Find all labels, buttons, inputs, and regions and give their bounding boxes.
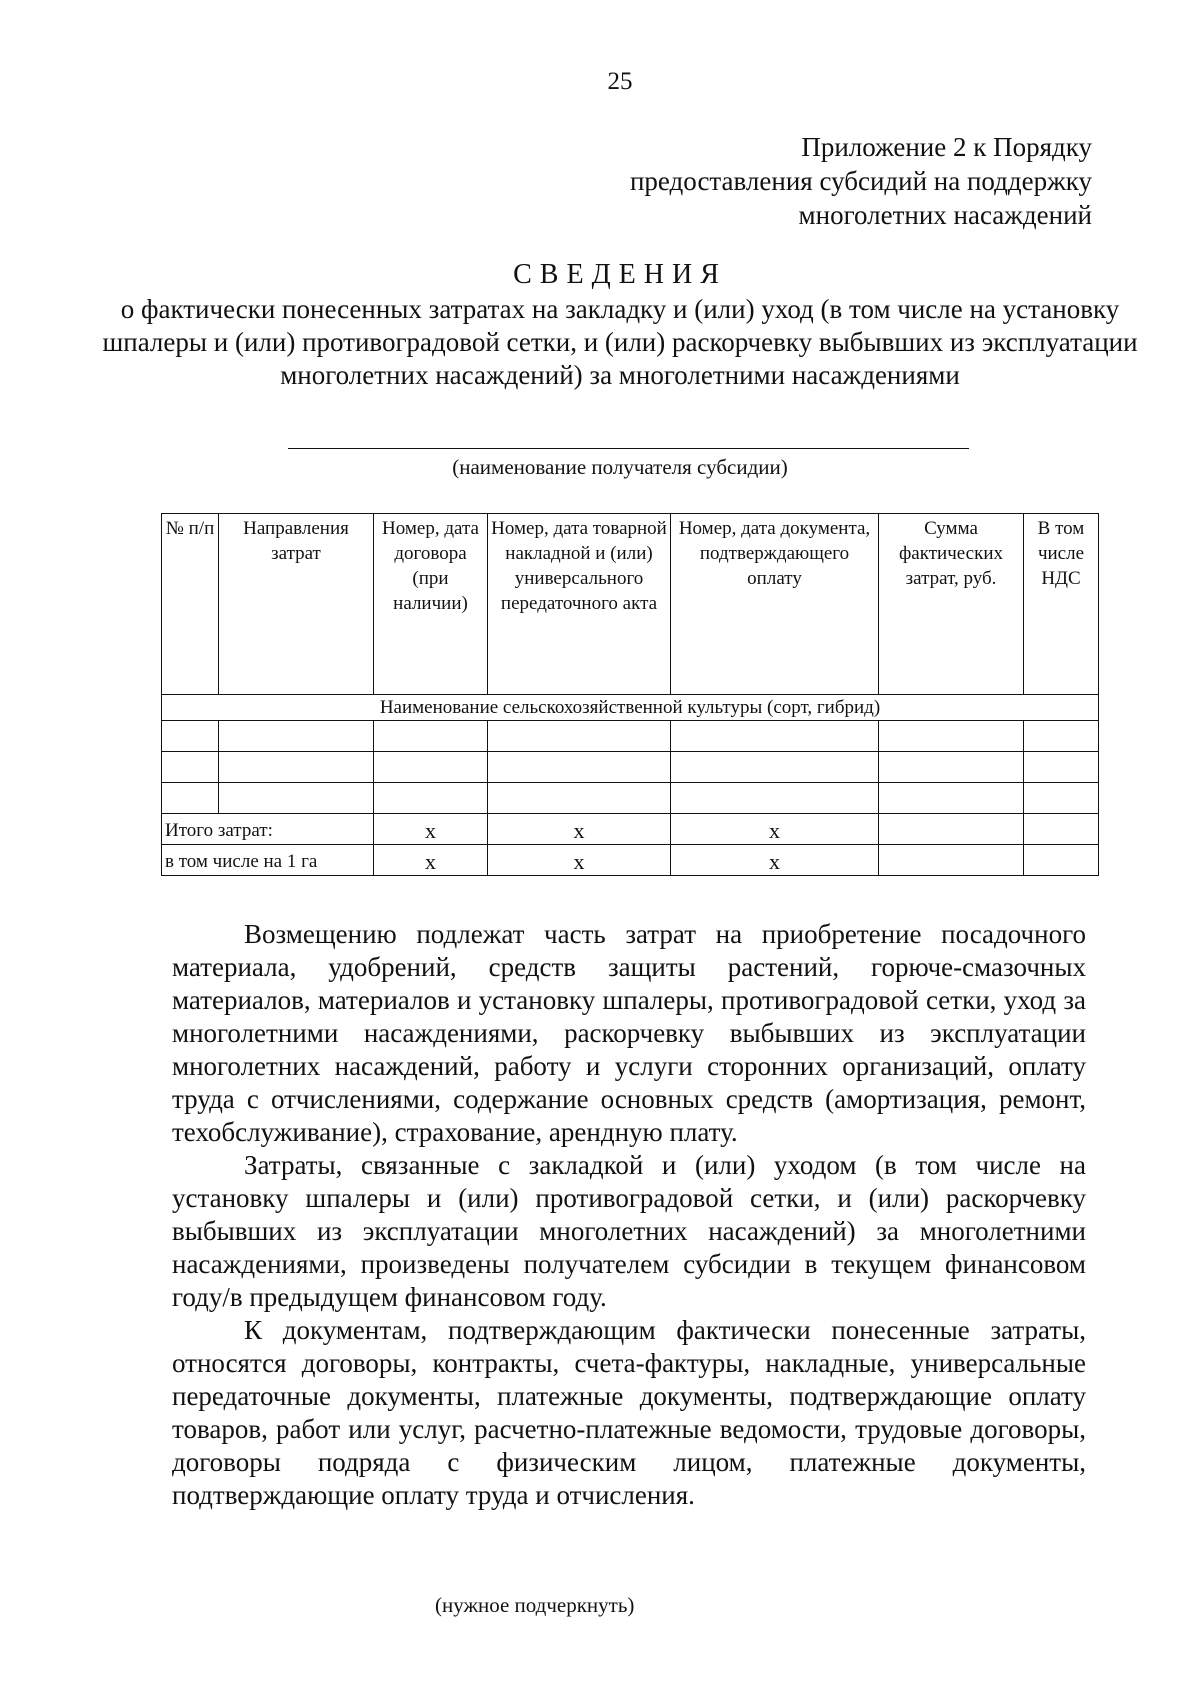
cross-mark: x <box>671 845 879 876</box>
recipient-caption: (наименование получателя субсидии) <box>452 455 788 479</box>
per-ha-label: в том числе на 1 га <box>162 845 374 876</box>
appendix-line-3: многолетних насаждений <box>798 200 1092 230</box>
table-cell[interactable] <box>219 721 374 752</box>
table-header-row <box>162 514 1099 695</box>
header-cell-payment-doc: Номер, дата документа, подтверждающего оплату <box>671 514 879 695</box>
paragraph-documents: К документам, подтверждающим фактически понесенные затраты, относятся договоры, контракты, счета-фактуры, накладные, универсальные передаточные документы, платежные документы, подтверждающие оплату товаров, работ или услуг, расчетно-платежные ведомости, трудовые договоры, договоры подряда с физическим лицом, платежные документы, подтверждающие оплату труда и отчисления. <box>172 1315 1086 1510</box>
header-cell-directions: Направления затрат <box>219 514 374 695</box>
costs-table <box>161 513 1099 876</box>
total-vat-cell[interactable] <box>1024 814 1099 845</box>
table-cell[interactable] <box>374 721 488 752</box>
total-row <box>162 814 1099 845</box>
header-cell-contract: Номер, дата договора (при наличии) <box>374 514 488 695</box>
header-cell-vat: В том числе НДС <box>1024 514 1099 695</box>
table-cell[interactable] <box>671 721 879 752</box>
table-cell[interactable] <box>488 752 671 783</box>
table-cell[interactable] <box>488 783 671 814</box>
paragraph-reimbursement: Возмещению подлежат часть затрат на приобретение посадочного материала, удобрений, средств защиты растений, горюче-смазочных материалов, материалов и установку шпалеры, противоградовой сетки, уход за многолетними насаждениями, раскорчевку выбывших из эксплуатации многолетних насаждений, работу и услуги сторонних организаций, оплату труда с отчислениями, содержание основных средств (амортизация, ремонт, техобслуживание), страхование, арендную плату. <box>172 919 1086 1147</box>
header-cell-sum: Сумма фактических затрат, руб. <box>879 514 1024 695</box>
per-ha-row <box>162 845 1099 876</box>
table-cell[interactable] <box>1024 783 1099 814</box>
table-cell[interactable] <box>879 783 1024 814</box>
table-cell[interactable] <box>219 752 374 783</box>
culture-row <box>162 695 1099 721</box>
cross-mark: x <box>488 845 671 876</box>
table-cell[interactable] <box>1024 721 1099 752</box>
per-ha-sum-cell[interactable] <box>879 845 1024 876</box>
per-ha-vat-cell[interactable] <box>1024 845 1099 876</box>
document-subtitle: о фактически понесенных затратах на закладку и (или) уход (в том числе на установку шпалеры и (или) противоградовой сетки, и (или) раскорчевку выбывших из эксплуатации многолетних насаждений) за многолетними насаждениями <box>102 294 1138 390</box>
recipient-name-line <box>288 448 969 449</box>
total-sum-cell[interactable] <box>879 814 1024 845</box>
cross-mark: x <box>488 814 671 845</box>
header-cell-invoice: Номер, дата товарной накладной и (или) универсального передаточного акта <box>488 514 671 695</box>
table-cell[interactable] <box>879 752 1024 783</box>
table-row <box>162 721 1099 752</box>
table-cell[interactable] <box>1024 752 1099 783</box>
table-row <box>162 752 1099 783</box>
table-cell[interactable] <box>374 752 488 783</box>
table-cell[interactable] <box>162 752 219 783</box>
culture-row-cell: Наименование сельскохозяйственной культуры (сорт, гибрид) <box>162 695 1099 721</box>
table-cell[interactable] <box>162 721 219 752</box>
table-cell[interactable] <box>879 721 1024 752</box>
paragraph-costs-period: Затраты, связанные с закладкой и (или) уходом (в том числе на установку шпалеры и (или) противоградовой сетки, и (или) раскорчевку выбывших из эксплуатации многолетних насаждений) за многолетними насаждениями, произведены получателем субсидии в текущем финансовом году/в предыдущем финансовом году. <box>172 1150 1086 1312</box>
cross-mark: x <box>374 845 488 876</box>
appendix-line-1: Приложение 2 к Порядку <box>801 132 1092 162</box>
table-cell[interactable] <box>671 752 879 783</box>
page-number: 25 <box>607 68 633 95</box>
cross-mark: x <box>374 814 488 845</box>
appendix-heading <box>472 130 1092 232</box>
appendix-line-2: предоставления субсидий на поддержку <box>629 166 1092 196</box>
total-label: Итого затрат: <box>162 814 374 845</box>
table-cell[interactable] <box>162 783 219 814</box>
table-cell[interactable] <box>219 783 374 814</box>
cross-mark: x <box>671 814 879 845</box>
table-row <box>162 783 1099 814</box>
body-text <box>172 918 1086 1512</box>
underline-note: (нужное подчеркнуть) <box>435 1593 635 1617</box>
header-cell-number: № п/п <box>162 514 219 695</box>
table-cell[interactable] <box>488 721 671 752</box>
document-title: СВЕДЕНИЯ <box>513 259 727 290</box>
table-cell[interactable] <box>671 783 879 814</box>
table-cell[interactable] <box>374 783 488 814</box>
